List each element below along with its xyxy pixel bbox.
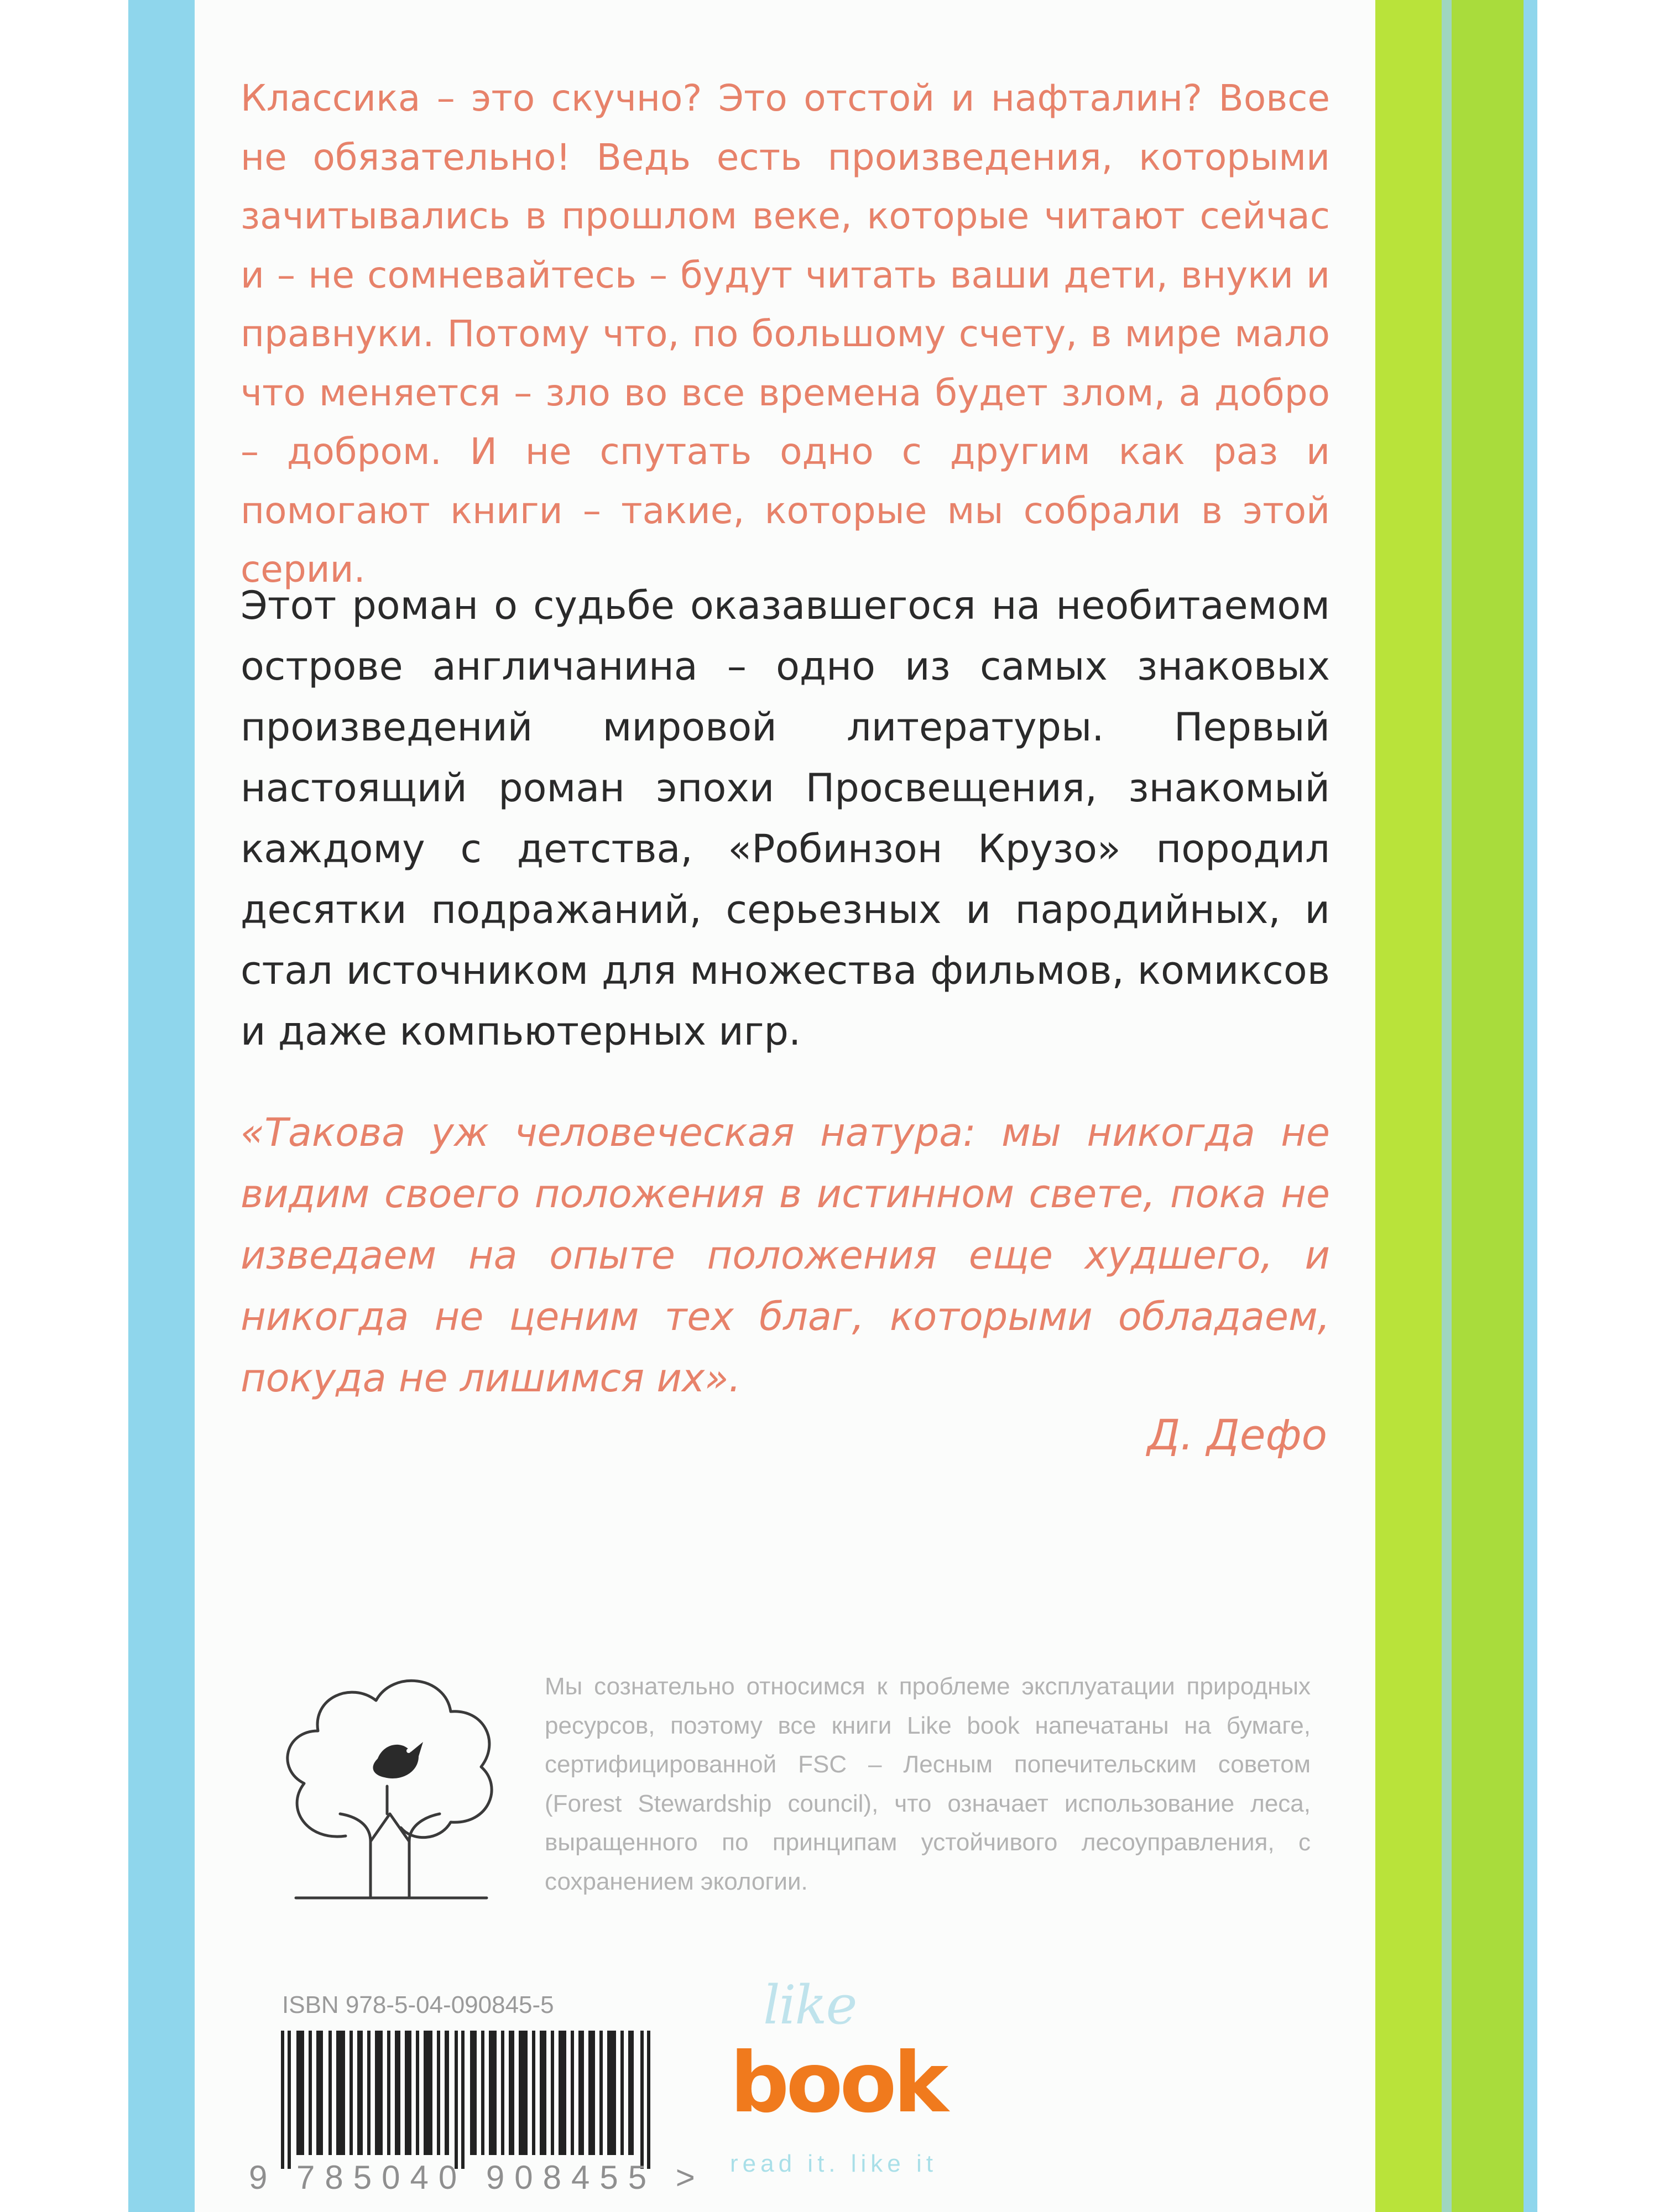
spine-gap xyxy=(1442,0,1452,2212)
barcode-digits: 9 785040 908455 > xyxy=(249,2159,705,2196)
eco-notice: Мы сознательно относимся к проблеме эксплуатации природных ресурсов, поэтому все книги Like book напечатаны на бумаге, сертифицированной FSC – Лесным попечительским советом (Forest Stewardship council), что означает использование леса, выращенного по принципам устойчивого лесоуправления, с сохранением экологии. xyxy=(545,1673,1311,1895)
right-blue-band xyxy=(1524,0,1537,2212)
description-paragraph: Этот роман о судьбе оказавшегося на необитаемом острове англичанина – одно из самых знаковых произведений мировой литературы. Первый настоящий роман эпохи Просвещения, знакомый каждому с детства, «Робинзон Крузо» породил десятки подражаний, серьезных и пародийных, и стал источником для множества фильмов, комиксов и даже компьютерных игр. xyxy=(241,583,1330,1054)
quote-author: Д. Дефо xyxy=(1147,1410,1327,1459)
tree-with-bird-icon xyxy=(274,1659,506,1902)
intro-paragraph: Классика – это скучно? Это отстой и нафталин? Вовсе не обязательно! Ведь есть произведения, которыми зачитывались в прошлом веке, которые читают сейчас и – не сомневайтесь – будут читать ваши дети, внуки и правнуки. Потому что, по большому счету, в мире мало что меняется – зло во все времена будет злом, а добро – добром. И не спутать одно с другим как раз и помогают книги – такие, которые мы собрали в этой серии. xyxy=(241,77,1330,591)
logo-script: like xyxy=(763,1974,857,2036)
isbn-label: ISBN 978-5-04-090845-5 xyxy=(282,1991,554,2018)
green-spine-band xyxy=(1375,0,1442,2212)
logo-tagline: read it. like it xyxy=(730,2150,937,2177)
quote-paragraph: «Такова уж человеческая натура: мы никогда не видим своего положения в истинном свете, пока не изведаем на опыте положения еще худшего, и никогда не ценим тех благ, которыми обладаем, покуда не лишимся их». xyxy=(241,1110,1330,1401)
like-book-logo xyxy=(719,1974,951,2195)
left-blue-band xyxy=(128,0,195,2212)
green-edge-band xyxy=(1452,0,1524,2212)
logo-wordmark: book xyxy=(730,2035,946,2131)
barcode-icon xyxy=(275,2031,674,2169)
